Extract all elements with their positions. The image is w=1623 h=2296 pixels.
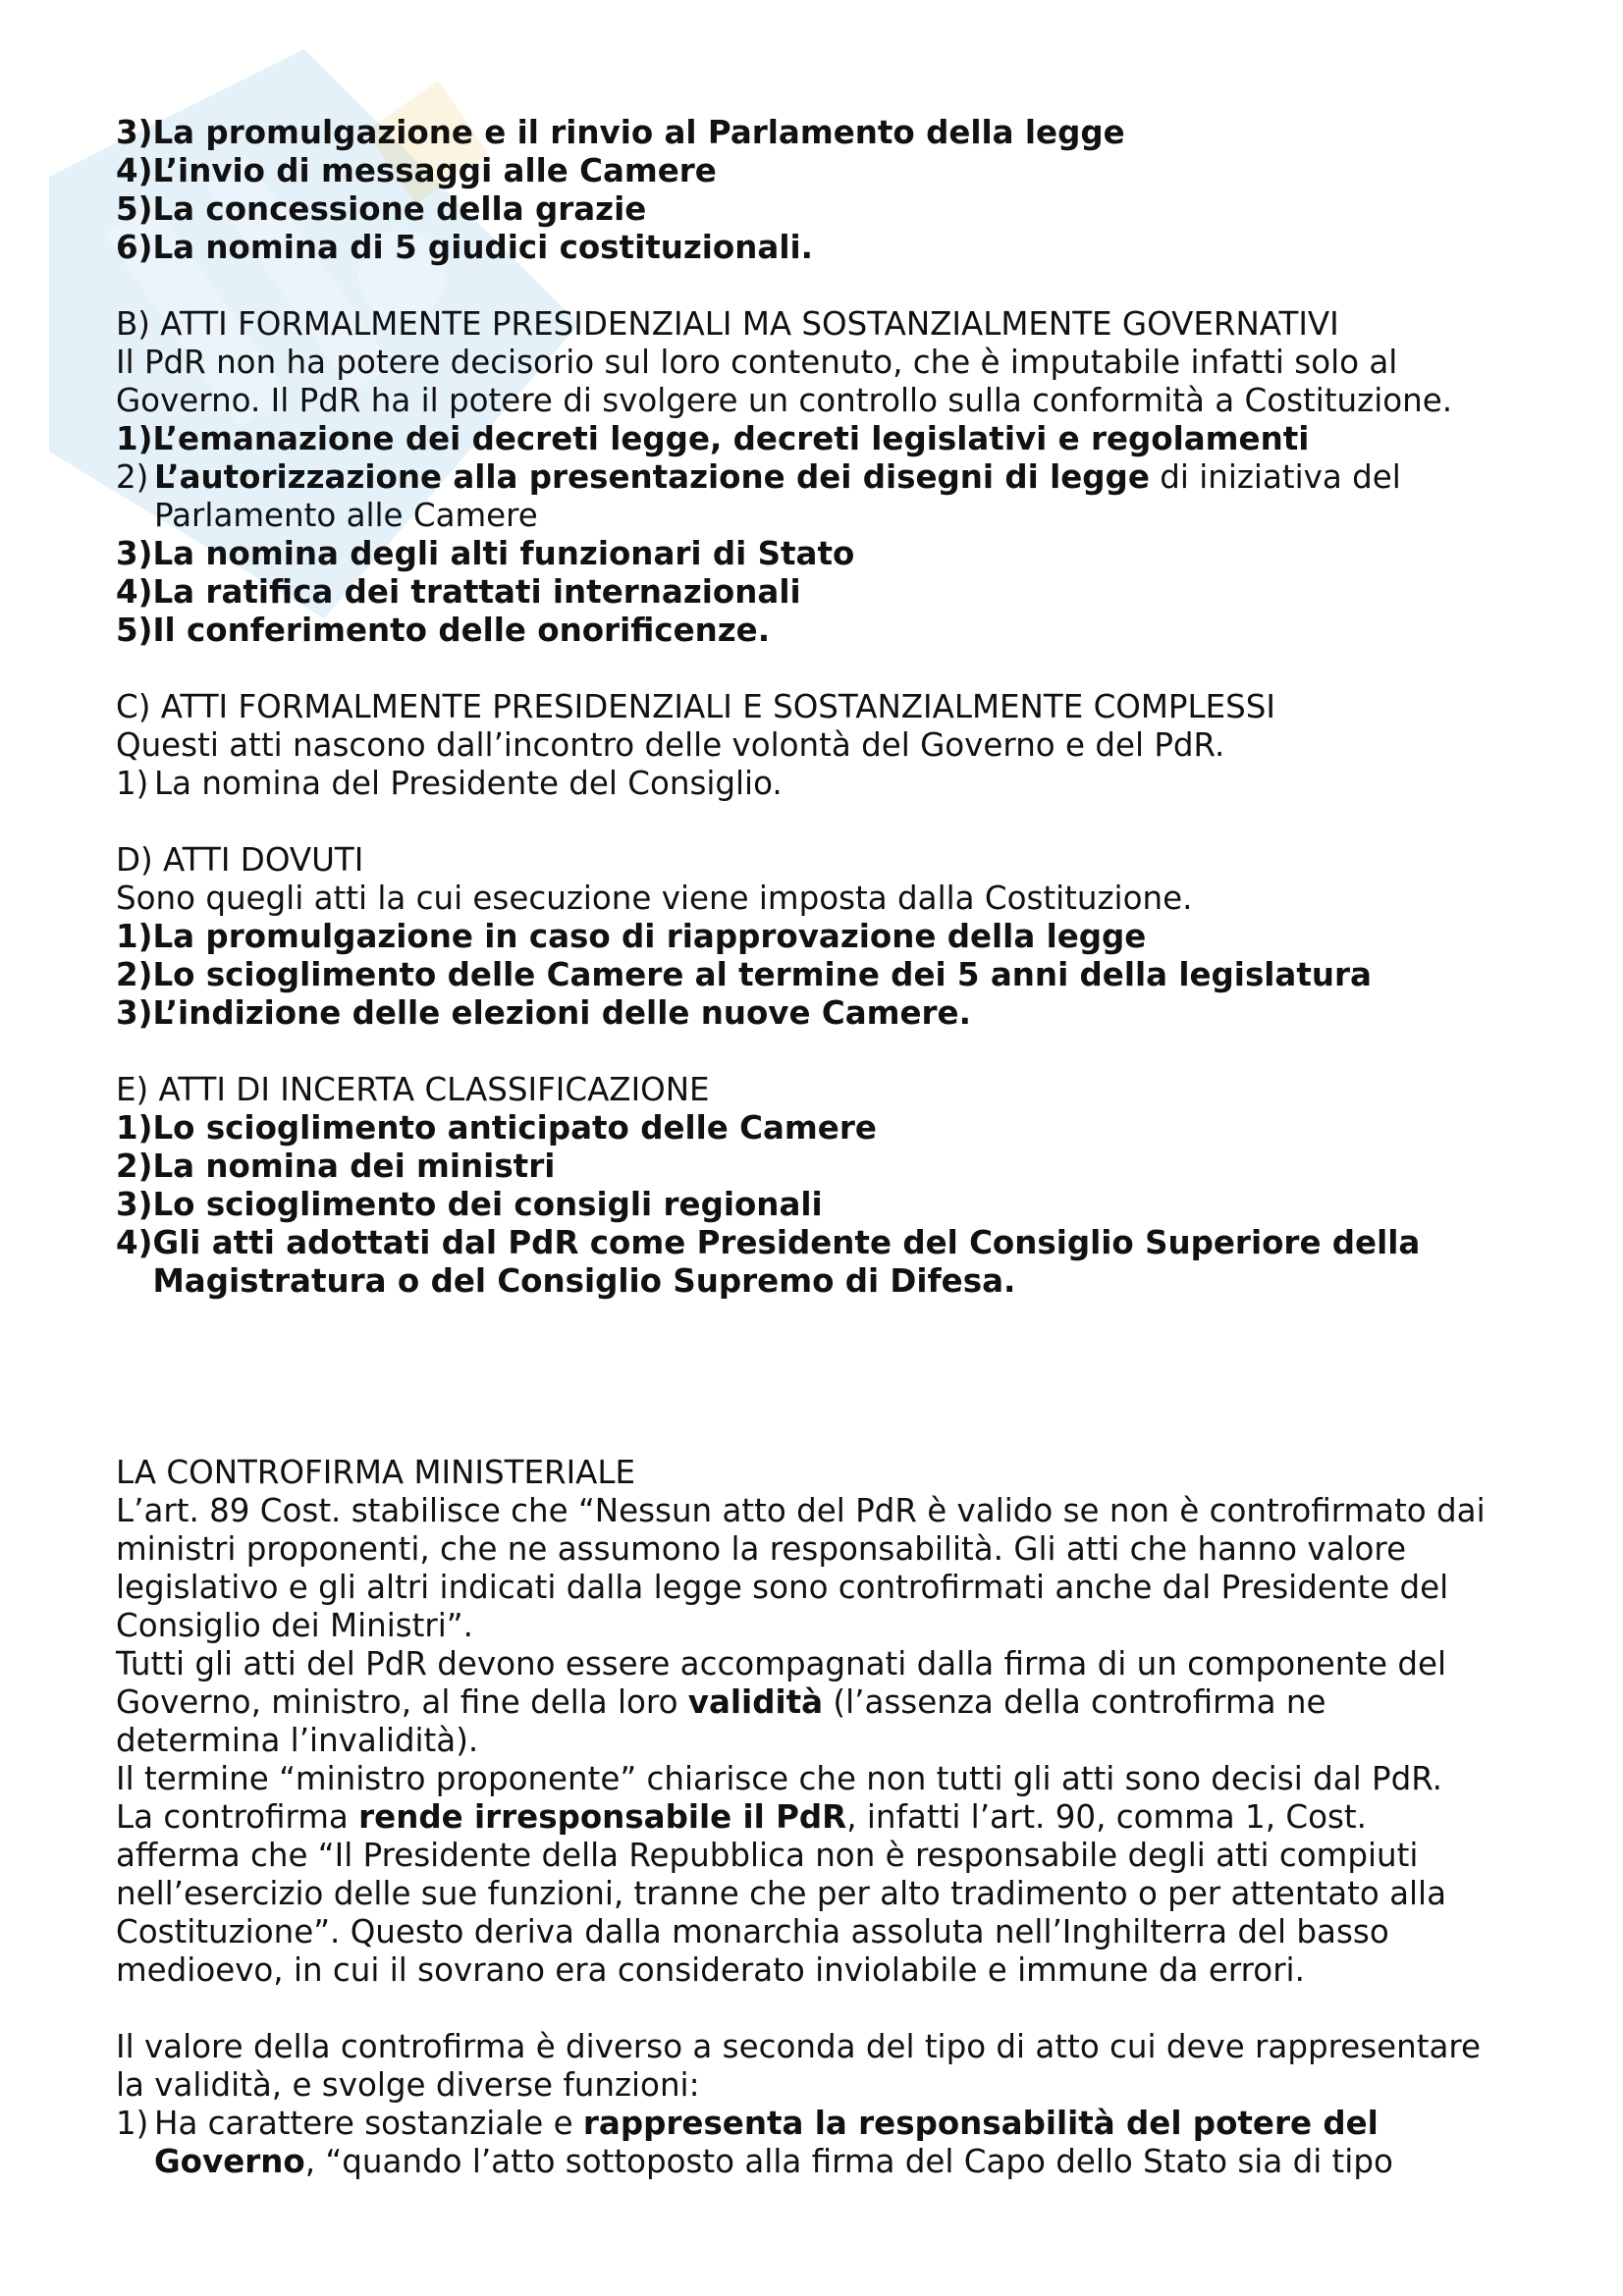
list-item: 4)L’invio di messaggi alle Camere bbox=[116, 152, 717, 189]
list-item: 6)La nomina di 5 giudici costituzionali. bbox=[116, 229, 813, 266]
list-item: 1)Lo scioglimento anticipato delle Camere bbox=[116, 1109, 877, 1147]
paragraph-line: determina l’invalidità). bbox=[116, 1722, 479, 1759]
paragraph-line: medioevo, in cui il sovrano era considerato inviolabile e immune da errori. bbox=[116, 1951, 1305, 1989]
list-item: 4)La ratifica dei trattati internazionali bbox=[116, 573, 801, 611]
section-b bbox=[116, 305, 1540, 650]
list-item: 5)Il conferimento delle onorificenze. bbox=[116, 612, 771, 649]
list-item: 3)La promulgazione e il rinvio al Parlamento della legge bbox=[116, 114, 1125, 151]
paragraph-line: legislativo e gli altri indicati dalla legge sono controfirmati anche dal Presidente del bbox=[116, 1569, 1449, 1606]
list-item: 2) L’autorizzazione alla presentazione dei disegni di legge di iniziativa del Parlamento alle Camere bbox=[116, 458, 1401, 534]
paragraph-line: Questi atti nascono dall’incontro delle volontà del Governo e del PdR. bbox=[116, 726, 1225, 764]
paragraph-line: afferma che “Il Presidente della Repubblica non è responsabile degli atti compiuti bbox=[116, 1837, 1419, 1874]
paragraph-line: Governo. Il PdR ha il potere di svolgere un controllo sulla conformità a Costituzione. bbox=[116, 382, 1453, 419]
section-heading: LA CONTROFIRMA MINISTERIALE bbox=[116, 1454, 636, 1491]
paragraph-line: Consiglio dei Ministri”. bbox=[116, 1607, 473, 1644]
section-heading: B) ATTI FORMALMENTE PRESIDENZIALI MA SOSTANZIALMENTE GOVERNATIVI bbox=[116, 305, 1339, 343]
list-item: 4) Gli atti adottati dal PdR come Presidente del Consiglio Superiore della Magistratura o del Consiglio Supremo di Difesa. bbox=[116, 1224, 1421, 1300]
list-item: 1)L’emanazione dei decreti legge, decreti legislativi e regolamenti bbox=[116, 420, 1310, 457]
paragraph-line: la validità, e svolge diverse funzioni: bbox=[116, 2066, 700, 2104]
list-item: 2)Lo scioglimento delle Camere al termine dei 5 anni della legislatura bbox=[116, 956, 1372, 993]
list-item: 1) La nomina del Presidente del Consiglio. bbox=[116, 765, 783, 802]
paragraph-line: Il termine “ministro proponente” chiarisce che non tutti gli atti sono decisi dal PdR. bbox=[116, 1760, 1442, 1797]
list-item: 5)La concessione della grazie bbox=[116, 190, 647, 228]
list-item: 1) Ha carattere sostanziale e rappresenta la responsabilità del potere del Governo, “quando l’atto sottoposto alla firma del Capo dello Stato sia di tipo bbox=[116, 2105, 1393, 2180]
paragraph-line: La controfirma rende irresponsabile il PdR, infatti l’art. 90, comma 1, Cost. bbox=[116, 1798, 1367, 1836]
section-heading: C) ATTI FORMALMENTE PRESIDENZIALI E SOSTANZIALMENTE COMPLESSI bbox=[116, 688, 1275, 725]
paragraph-line: Costituzione”. Questo deriva dalla monarchia assoluta nell’Inghilterra del basso bbox=[116, 1913, 1389, 1950]
section-d bbox=[116, 841, 1540, 1033]
paragraph-line: Governo, ministro, al fine della loro validità (l’assenza della controfirma ne bbox=[116, 1683, 1326, 1721]
section-heading: D) ATTI DOVUTI bbox=[116, 841, 364, 879]
list-a-continued bbox=[116, 114, 1540, 267]
paragraph-line: ministri proponenti, che ne assumono la responsabilità. Gli atti che hanno valore bbox=[116, 1530, 1407, 1568]
list-item: 3)Lo scioglimento dei consigli regionali bbox=[116, 1186, 823, 1223]
section-c bbox=[116, 688, 1540, 803]
paragraph-line: Sono quegli atti la cui esecuzione viene imposta dalla Costituzione. bbox=[116, 880, 1193, 917]
paragraph-line: nell’esercizio delle sue funzioni, tranne che per alto tradimento o per attentato alla bbox=[116, 1875, 1447, 1912]
paragraph-line: L’art. 89 Cost. stabilisce che “Nessun atto del PdR è valido se non è controfirmato dai bbox=[116, 1492, 1486, 1529]
list-item: 3)La nomina degli alti funzionari di Stato bbox=[116, 535, 855, 572]
section-controfirma bbox=[116, 1454, 1540, 2181]
list-item: 3)L’indizione delle elezioni delle nuove Camere. bbox=[116, 994, 971, 1032]
section-heading: E) ATTI DI INCERTA CLASSIFICAZIONE bbox=[116, 1071, 710, 1108]
document-page bbox=[116, 114, 1540, 2181]
paragraph-line: Il PdR non ha potere decisorio sul loro contenuto, che è imputabile infatti solo al bbox=[116, 344, 1398, 381]
section-e bbox=[116, 1071, 1540, 1301]
list-item: 2)La nomina dei ministri bbox=[116, 1148, 556, 1185]
paragraph-line: Tutti gli atti del PdR devono essere accompagnati dalla firma di un componente del bbox=[116, 1645, 1447, 1682]
list-item: 1)La promulgazione in caso di riapprovazione della legge bbox=[116, 918, 1147, 955]
paragraph-line: Il valore della controfirma è diverso a seconda del tipo di atto cui deve rappresentare bbox=[116, 2028, 1482, 2065]
